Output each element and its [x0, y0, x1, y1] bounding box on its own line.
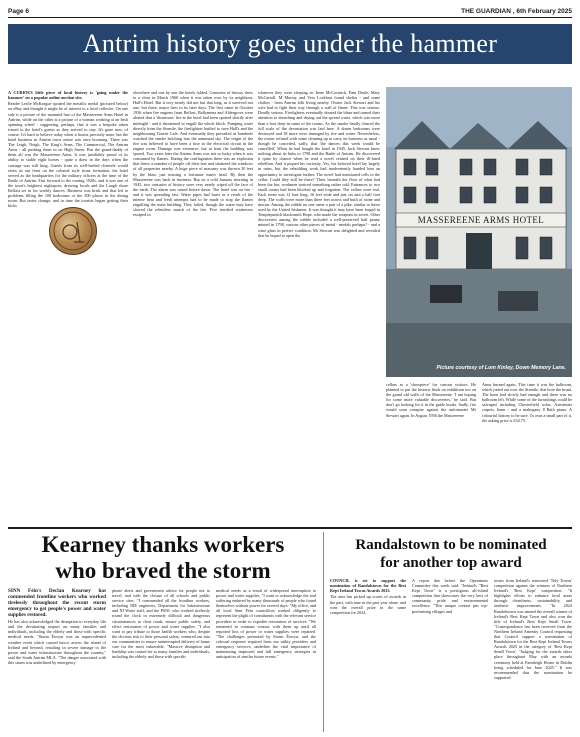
medal-photo	[49, 207, 97, 255]
story1-headline: Antrim history goes under the hammer	[82, 29, 498, 58]
story1-headline-banner	[8, 24, 572, 64]
story1-bottom-column-1	[386, 382, 476, 524]
story3-col3-text: towns from Ireland's renowned 'Tidy Towns' competition against the winners of Northern Ireland's 'Best Kept' competition. "It highlights efforts to enhance local areas through cleanliness, sustainability, and aesthetic improvements. "In 2024 Randalstown was named the overall winner of Ireland's Best Kept Town and also won the title of Ireland's Best Kept Small Town. "Correspondence has been received from the Northern Ireland Amenity Council requesting that Council support a nomination of Randalstown for the Best Kept Ireland Towns Awards 2025 in the category of 'Best Kept Small Town'. "Judging for the awards takes place throughout May with an awards ceremony held at Farmleigh House in Dublin being scheduled for June 2025." It was recommended that the nomination be supported.	[494, 578, 572, 680]
story3-col2-text: A report due before the Operations Committee this week said: "Ireland's "Best Kept Town" is a prestigious all-island competition that showcases the very best of community pride and environmental excellence. "This unique contest pits top-performing villages and	[412, 578, 488, 614]
medal-engraving-icon	[50, 208, 96, 254]
story1-bottom1-text: cellars as a 'showpiece' for curious visitors. He planned to put the historic finds on exhibition too on the grand old walls of the Massereene. 'I am hoping for some more valuable discoveries,' he said. But don't go looking for it in the guide books. Sadly, fire would soon conspire against the unfortunate Mr Stewart again. In August 1956 the Massereene	[386, 382, 476, 418]
story1-col2-text: elsewhere and one by one the hotels folded. Centuries of history drew to a close in March 1960 when it was taken over by its neighbour, Hall's Hotel. But it very nearly did not last that long, as it survived not one, but three, major fires in its later days. The first came in October 1936 when fire engines from Belfast, Ballymena and Aldergrove were alerted that a 'disastrous' fire at the hotel had been spotted shortly after midnight - and it threatened to engulf the whole block. Pumping water directly from the Sixmile, the firefighters battled to save Hall's and the neighbouring Tourist Cafe. And eventually they prevailed as hundreds watched the smoke belching into the autumnal sky. The origin of the fire was believed to have been a fuse in the electrical circuit in the engine room. Damage was extensive, but at least the building was spared. Two years later the Antrim Arms was not so lucky when it was consumed by flames. During the conflagration there was an explosion that threw a number of people off their feet and shattered the windows of all properties nearby. A huge piece of masonry was thrown 30 feet by the blast, just missing a fortunate man's head. By then the Massereene was back in business. But on a cold January morning in 1945, two centuries of history were very nearly wiped off the face of the earth. The alarm was raised before dawn. The hotel was on fire - and it was spreading fast. Water pipes had burst as a result of the intense heat and fresh attempts had to be made to stop the flames engulfing the main building. They failed, though the water may have slowed the relentless march of the fire. Five terrified waitresses escaped in	[133, 90, 253, 218]
paper-dateline: THE GUARDIAN , 6th February 2025	[461, 8, 572, 15]
story3-headline-line2: for another top award	[380, 555, 522, 571]
story1-col3-text: whatever they were sleeping in. Irene McCormick, Pam Doole, Mary McCarroll, M Murray and Vera Lockhart found shelter - and some clothes - from Antrim folk living nearby. Owner Jack Stewart and his wife had to fight their way through a wall of flame. This was serious. Deadly serious. Firefighters eventually doused the blaze and turned their attention to drenching and drying out the spread water, which was more than a foot deep in some of the rooms. As the smoke finally cleared the full scale of the devastation was laid bare. A dozen bedrooms were destroyed and 18 more were damaged by fire and water. Nevertheless, the owner refused with some cleaning up to carry on business as usual - though he conceded, sadly, that 'the dances this week would be cancelled'. When he had bought the hotel in 1945, Jack Stewart knew nothing about its links to 1798 and the Battle of Antrim. He discovered it quite by chance when he read a novel centred on their ill-fated rebellion. And it piqued his curiosity. Yes, his beloved hotel lay largely in ruins, but the rebuilding work had inadvertently handed him an opportunity to investigate further. The novel had mentioned cells in the cellar. Could they still be there? Then, beneath the floor of what had been the bar, workmen noticed something rather odd. Entrances to two small rooms had been blocked up and forgotten. The cellars were real. Each room was 12 foot long, 16 feet wide and just six and a half foot deep. The walls were more than three feet across and built of stone and mortar. Among the rubble no one came a pair of a pike, similar to those used by the United Irishmen. It was thought it may have been forged in Templepatrick blacksmith Hope, who made the weapons in secret. Other discoveries among the rubble included a well-preserved half penny minted in 1798, various other pieces of metal - medals perhaps? - and a wine glass in perfect condition. Mr Stewart was delighted and revealed that he hoped to open the	[258, 90, 380, 238]
masthead-rule	[8, 17, 572, 18]
story2-headline-line1: Kearney thanks workers	[41, 532, 285, 557]
story2-column-3	[216, 588, 316, 733]
story2-col1-text: He has also acknowledged the disruption to everyday life and the devastating impact on many families and individuals, including the elderly and those with specific medical needs. "Storm Éowyn was an unprecedented weather event which caused havoc across the island of Ireland and beyond, resulting in severe damage to the power and water infrastructure throughout the country," said the South Antrim MLA. "The danger associated with this storm was underlined by emergency	[8, 619, 106, 665]
story1-column-3	[258, 90, 380, 524]
story1-column-1	[8, 90, 128, 524]
story-separator	[8, 527, 572, 529]
story3-column-2	[412, 578, 488, 733]
story2-headline	[8, 532, 318, 584]
story2-column-1	[8, 588, 106, 733]
story2-headline-line2: who braved the storm	[55, 558, 271, 583]
story2-lead: SINN Féin's Declan Kearney has commended frontline workers who worked tirelessly throughout the recent storm emergency to get people's power and water supplies restored.	[8, 588, 106, 618]
story1-bottom-column-2	[482, 382, 572, 524]
story1-col1-text: Reader Leslie McKeague spotted the metallic medal (pictured below) on eBay and thought it might be of interest to a local collector. On one side is a picture of the mounted lure of the Massereene Arms Hotel in Antrim, while on the other is a picture of a woman working at an Irish spinning wheel - suggesting, perhaps, that it was a bespoke token issued to the hotel's guests as they arrived to stay. It's gone now, of course. It's hard to believe today when it boasts precisely none, but the hotel business in Antrim town centre was once booming. There was The Leigh, Neigh, The King's Arms, The Commercial, The Antrim Arms - all pushing them in on High Street. But the grand-daddy of them all was the Massereene Arms. It was justifiably proud of its ability to stable eight horses - quite a draw in the days when the carriage was still king. Guests from its well-heeled clientele would often sit out front on the colonial style stone formation, the hotel served as the headquarters for the military officers at the time of the Battle of Antrim. Fast forward to the roaring 1920s, and it was one of the town's brightest nightspots, drawing locals and the Lough shore Belfast set in for weekly dances. Business was brisk and that led to problems filling the 100 bedrooms or the 500 places in the dining room. But tastes change, and in time the tourists began getting their kicks	[8, 101, 128, 209]
story3-headline	[330, 536, 572, 572]
story3-column-3	[494, 578, 572, 733]
story3-column-1	[330, 578, 406, 733]
story2-column-2	[112, 588, 210, 733]
hotel-building-illustration	[386, 87, 572, 377]
story2-col2-text: phone alerts and government advice for people not to travel, and with the closure of all schools and public service sites. "I commended all the frontline workers, including NIE engineers, Department for Infrastructure and NI Water staff, and the PSNI, who worked tirelessly round the clock in extremely difficult and dangerous circumstances to clear roads, ensure public safety, and effect restoration of power and water supplies. "I also want to pay tribute to those health workers who, despite the obvious risk to their personal safety, ventured out into our communities to ensure uninterrupted delivery of home care for the most vulnerable. "Massive disruption and hardship was caused for so many families and individuals, including the elderly and those with specific	[112, 588, 210, 660]
hotel-photo	[386, 87, 572, 377]
story1-column-2	[133, 90, 253, 524]
story3-headline-line1: Randalstown to be nominated	[355, 537, 547, 553]
story2-col3-text: medical needs as a result of widespread interruption to power and water supplies. "I want to acknowledge the real suffering endured by many thousands of people who found themselves without power for several days. "My office, and all local Sinn Féin councillors worked diligently to represent the plight of constituents with the relevant service providers in order to expedite restoration of services. "We remained in constant contact with them up until all reported loss of power or water supplies were repaired. "The challenges presented by Storm Éowyn, and the colossal response required from our utility providers and emergency services, underline the vital importance of maintaining improved and full emergency strategies in anticipation of similar future events."	[216, 588, 316, 660]
hotel-sign: MASSEREENE ARMS HOTEL	[417, 215, 545, 225]
page-number: Page 6	[8, 8, 29, 15]
column-divider	[323, 532, 324, 732]
story1-bottom2-text: Arms burned again. This time it was the ballroom, which jutted out over the Sixmile, that bore the brunt. The bone had slowly had enough and there was no ballroom left. While some of the furnishings could be salvaged including Chesterfield sofas, Axminster carpets, linen - and a mahogany 8 Bath piano. A colourful history to be sure. To own a small part of it, the asking price is £34.75.	[482, 382, 572, 423]
story3-lead: COUNCIL is set to support the nomination of Randalstown for the Best Kept Ireland Towns Awards 2025.	[330, 578, 406, 594]
photo-caption: Picture courtesy of Lom Kinley, Down Memory Lane.	[436, 365, 566, 371]
story3-col1-text: The area has picked up scores of awards in the past, with nine in the past year alone, and won the overall prize in the same competition for 2024.	[330, 594, 406, 615]
story1-lead: A CURIOUS little piece of local history is 'going under the hammer' on a popular online auction site.	[8, 90, 128, 101]
